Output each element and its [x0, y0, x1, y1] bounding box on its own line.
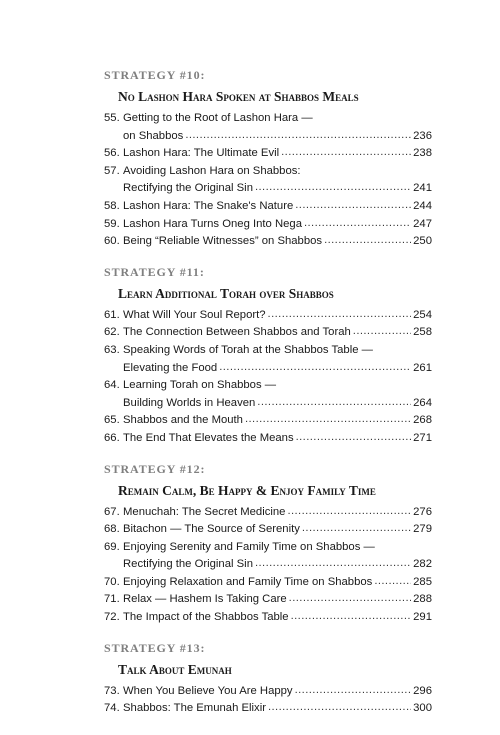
toc-entry	[104, 591, 432, 609]
chapter-number: 61.	[104, 308, 120, 321]
toc-entry-line	[104, 430, 432, 448]
dot-leader	[289, 590, 411, 608]
dot-leader	[281, 144, 411, 162]
toc-entry	[104, 145, 432, 163]
chapter-title: Enjoying Serenity and Family Time on Shabbos —	[123, 540, 375, 553]
dot-leader	[374, 573, 411, 591]
chapter-title: Being “Reliable Witnesses” on Shabbos	[123, 235, 323, 248]
chapter-title: The Connection Between Shabbos and Torah	[123, 326, 351, 339]
toc-entry	[104, 609, 432, 627]
chapter-title: Learning Torah on Shabbos —	[123, 379, 277, 392]
chapter-number: 64.	[104, 379, 120, 392]
toc-entry-line	[104, 700, 432, 718]
toc-entry-line	[104, 574, 432, 592]
chapter-number: 68.	[104, 523, 120, 536]
chapter-title: Elevating the Food	[123, 361, 218, 374]
strategy-label: STRATEGY #12:	[104, 461, 206, 476]
dot-leader	[353, 323, 411, 341]
dot-leader	[302, 520, 411, 538]
dot-leader	[219, 359, 411, 377]
page-number: 282	[413, 558, 432, 571]
toc-entry	[104, 163, 432, 198]
toc-entry	[104, 233, 432, 251]
page-number: 285	[413, 575, 432, 588]
chapter-title: When You Believe You Are Happy	[123, 684, 293, 697]
toc-entry-line	[104, 591, 432, 609]
toc-entry-line	[104, 360, 432, 378]
chapter-title: What Will Your Soul Report?	[123, 308, 266, 321]
chapter-number: 71.	[104, 593, 120, 606]
toc-entry-line	[104, 233, 432, 251]
page-number: 241	[413, 182, 432, 195]
toc-entry-line	[104, 128, 432, 146]
chapter-number: 67.	[104, 505, 120, 518]
chapter-title: Getting to the Root of Lashon Hara —	[123, 112, 313, 124]
chapter-number: 70.	[104, 575, 120, 588]
table-of-contents	[104, 60, 432, 731]
strategy-section	[104, 67, 432, 251]
chapter-number: 69.	[104, 540, 120, 553]
strategy-section	[104, 264, 432, 448]
toc-entry-line	[104, 377, 432, 395]
chapter-title: Shabbos: The Emunah Elixir	[123, 702, 266, 715]
toc-entry-line	[104, 307, 432, 325]
toc-entry-line	[104, 521, 432, 539]
toc-entry-line	[104, 683, 432, 701]
chapter-title: Speaking Words of Torah at the Shabbos Table —	[123, 343, 373, 356]
page-number: 291	[413, 611, 432, 624]
strategy-label: STRATEGY #10:	[104, 68, 206, 82]
dot-leader	[255, 555, 411, 573]
page-number: 254	[413, 308, 432, 321]
toc-entry	[104, 216, 432, 234]
chapter-title: Bitachon — The Source of Serenity	[123, 523, 300, 536]
page-number: 300	[413, 702, 432, 715]
toc-entry	[104, 110, 432, 145]
chapter-title: Rectifying the Original Sin	[123, 182, 253, 195]
chapter-title: Menuchah: The Secret Medicine	[123, 505, 286, 518]
chapter-title: Relax — Hashem Is Taking Care	[123, 593, 287, 606]
toc-entry-line	[104, 198, 432, 216]
chapter-number: 60.	[104, 235, 120, 248]
page-number: 264	[413, 396, 432, 409]
page-number: 238	[413, 147, 432, 160]
chapter-title: The Impact of the Shabbos Table	[123, 611, 289, 624]
toc-entry-line	[104, 342, 432, 360]
toc-entry-line	[104, 395, 432, 413]
chapter-number: 57.	[104, 164, 120, 177]
chapter-number: 72.	[104, 611, 120, 624]
page-number: 276	[413, 505, 432, 518]
dot-leader	[257, 394, 411, 412]
strategy-title: Talk About Emunah	[118, 661, 232, 677]
dot-leader	[296, 429, 412, 447]
dot-leader	[287, 503, 411, 521]
page-number: 279	[413, 523, 432, 536]
chapter-number: 62.	[104, 326, 120, 339]
chapter-title: Rectifying the Original Sin	[123, 558, 253, 571]
dot-leader	[268, 306, 412, 324]
chapter-title: The End That Elevates the Means	[123, 431, 294, 444]
chapter-number: 55.	[104, 112, 120, 124]
page-number: 244	[413, 199, 432, 212]
strategy-title: Learn Additional Torah over Shabbos	[118, 285, 334, 301]
chapter-title: Avoiding Lashon Hara on Shabbos:	[123, 164, 301, 177]
toc-entry-line	[104, 216, 432, 234]
toc-entry	[104, 198, 432, 216]
chapter-title: Shabbos and the Mouth	[123, 414, 243, 427]
chapter-title: on Shabbos	[123, 129, 184, 142]
toc-entry-line	[104, 145, 432, 163]
toc-entry-line	[104, 539, 432, 557]
dot-leader	[245, 411, 411, 429]
dot-leader	[255, 179, 411, 197]
page-number: 288	[413, 593, 432, 606]
toc-entry-line	[104, 609, 432, 627]
chapter-number: 63.	[104, 343, 120, 356]
toc-entry	[104, 574, 432, 592]
strategy-label: STRATEGY #11:	[104, 264, 205, 279]
toc-entry	[104, 307, 432, 325]
chapter-title: Lashon Hara: The Snake's Nature	[123, 199, 294, 212]
chapter-number: 74.	[104, 702, 120, 715]
chapter-title: Enjoying Relaxation and Family Time on Shabbos	[123, 575, 373, 588]
strategy-label: STRATEGY #13:	[104, 640, 206, 655]
dot-leader	[295, 197, 411, 215]
page-number: 296	[413, 684, 432, 697]
toc-entry	[104, 539, 432, 574]
strategy-title: No Lashon Hara Spoken at Shabbos Meals	[118, 89, 359, 104]
toc-entry	[104, 377, 432, 412]
toc-entry	[104, 324, 432, 342]
chapter-number: 59.	[104, 217, 120, 230]
page-number: 271	[413, 431, 432, 444]
chapter-title: Building Worlds in Heaven	[123, 396, 256, 409]
chapter-number: 58.	[104, 199, 120, 212]
page-number: 261	[413, 361, 432, 374]
chapter-number: 73.	[104, 684, 120, 697]
toc-entry	[104, 700, 432, 718]
page-number: 268	[413, 414, 432, 427]
strategy-title: Remain Calm, Be Happy & Enjoy Family Time	[118, 482, 376, 498]
toc-entry-line	[104, 504, 432, 522]
dot-leader	[291, 608, 412, 626]
toc-entry-line	[104, 163, 432, 181]
dot-leader	[304, 215, 411, 233]
dot-leader	[324, 232, 411, 250]
toc-entry	[104, 683, 432, 701]
toc-entry	[104, 521, 432, 539]
toc-entry-line	[104, 324, 432, 342]
toc-entry-line	[104, 180, 432, 198]
chapter-number: 65.	[104, 414, 120, 427]
page-number: 250	[413, 235, 432, 248]
page-number: 258	[413, 326, 432, 339]
chapter-title: Lashon Hara: The Ultimate Evil	[123, 147, 280, 160]
chapter-number: 66.	[104, 431, 120, 444]
toc-entry	[104, 504, 432, 522]
page-number: 247	[413, 217, 432, 230]
dot-leader	[268, 699, 411, 717]
strategy-section	[104, 461, 432, 627]
toc-entry-line	[104, 412, 432, 430]
page-number: 236	[413, 129, 432, 142]
toc-entry-line	[104, 556, 432, 574]
dot-leader	[295, 682, 412, 700]
toc-entry	[104, 342, 432, 377]
toc-entry	[104, 430, 432, 448]
dot-leader	[185, 127, 411, 145]
toc-entry	[104, 412, 432, 430]
chapter-number: 56.	[104, 147, 120, 160]
toc-entry-line	[104, 110, 432, 128]
strategy-section	[104, 640, 432, 718]
chapter-title: Lashon Hara Turns Oneg Into Nega	[123, 217, 302, 230]
